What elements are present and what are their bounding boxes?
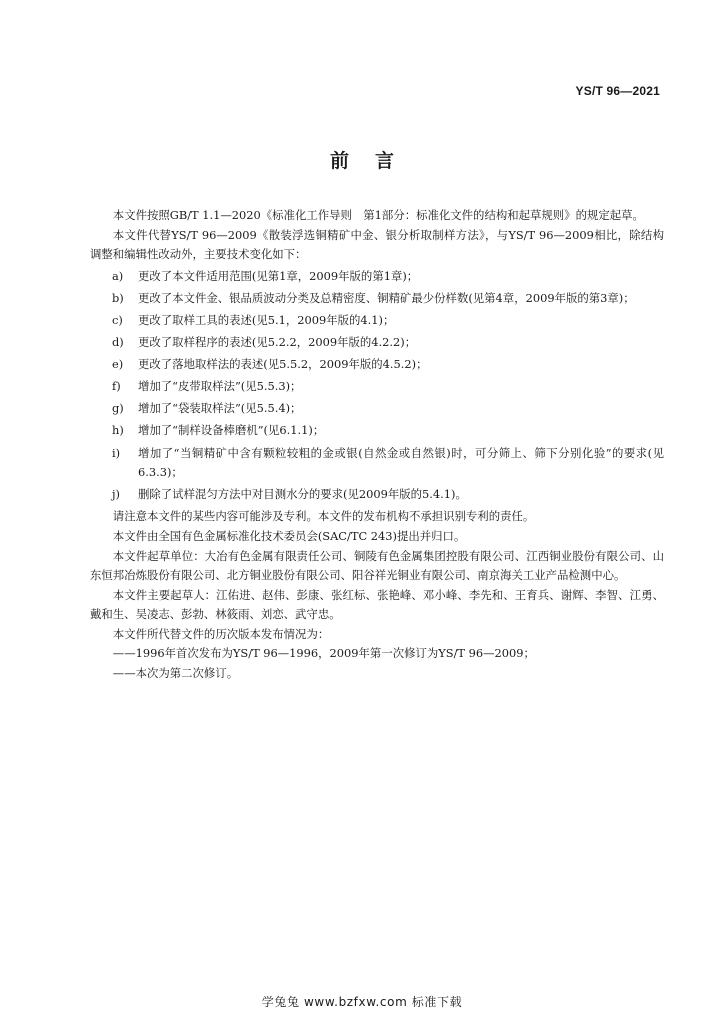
paragraph-history-intro: 本文件所代替文件的历次版本发布情况为：	[112, 626, 330, 641]
list-marker: c)	[112, 312, 123, 327]
list-text: 增加了“袋装取样法”(见5.5.4)；	[138, 401, 302, 416]
changes-list	[90, 267, 664, 505]
paragraph-patent-notice: 请注意本文件的某些内容可能涉及专利。本文件的发布机构不承担识别专利的责任。	[112, 509, 535, 524]
list-text: 更改了本文件适用范围(见第1章，2009年版的第1章)；	[138, 268, 419, 283]
list-marker: i)	[112, 445, 121, 460]
paragraph-drafters: 本文件主要起草人：江佑进、赵伟、彭康、张红标、张艳峰、邓小峰、李先和、王育兵、谢辉、李智、江勇、戴和生、吴凌志、彭勃、林筱雨、刘恋、武守忠。	[90, 587, 664, 622]
list-text: 删除了试样混匀方法中对目测水分的要求(见2009年版的5.4.1)。	[138, 487, 467, 502]
list-item	[90, 311, 664, 331]
list-item	[90, 289, 664, 309]
list-marker: j)	[112, 487, 120, 502]
list-marker: f)	[112, 379, 121, 394]
page-title: 前言	[329, 150, 420, 172]
list-item	[90, 267, 664, 287]
list-text: 更改了取样程序的表述(见5.2.2，2009年版的4.2.2)；	[138, 335, 417, 350]
list-item	[90, 333, 664, 353]
standard-code: YS/T 96—2021	[575, 84, 660, 98]
paragraph-proposer: 本文件由全国有色金属标准化技术委员会(SAC/TC 243)提出并归口。	[112, 528, 466, 543]
list-text: 更改了本文件金、银品质波动分类及总精密度、铜精矿最少份样数(见第4章，2009年版的第3章)；	[138, 290, 635, 305]
list-item	[90, 485, 664, 505]
list-marker: g)	[112, 401, 124, 416]
list-text: 更改了落地取样法的表述(见5.5.2，2009年版的4.5.2)；	[138, 357, 428, 372]
list-item	[90, 377, 664, 397]
list-text: 增加了“制样设备棒磨机”(见6.1.1)；	[138, 423, 325, 438]
list-marker: a)	[112, 268, 124, 283]
history-item: ——本次为第二次修订。	[112, 666, 239, 681]
paragraph-replacement: 本文件代替YS/T 96—2009《散装浮选铜精矿中金、银分析取制样方法》，与YS/T 96—2009相比，除结构调整和编辑性改动外，主要技术变化如下：	[90, 227, 664, 262]
list-marker: d)	[112, 335, 124, 350]
footer-watermark: 学兔兔 www.bzfxw.com 标准下载	[261, 995, 463, 1009]
list-text: 增加了“皮带取样法”(见5.5.3)；	[138, 379, 302, 394]
list-item	[90, 355, 664, 375]
history-item: ——1996年首次发布为YS/T 96—1996，2009年第一次修订为YS/T 96—2009；	[112, 646, 535, 661]
list-item	[90, 421, 664, 441]
paragraph-drafting-units: 本文件起草单位：大冶有色金属有限责任公司、铜陵有色金属集团控股有限公司、江西铜业股份有限公司、山东恒邦冶炼股份有限公司、北方铜业股份有限公司、阳谷祥光铜业有限公司、南京海关工业产品检测中心。	[90, 548, 664, 583]
list-text: 更改了取样工具的表述(见5.1，2009年版的4.1)；	[138, 312, 395, 327]
list-marker: e)	[112, 357, 124, 372]
paragraph-drafting-rules: 本文件按照GB/T 1.1—2020《标准化工作导则 第1部分：标准化文件的结构和起草规则》的规定起草。	[112, 208, 644, 222]
document-body	[90, 206, 664, 684]
list-marker: h)	[112, 423, 124, 438]
list-item	[90, 444, 664, 483]
list-item	[90, 399, 664, 419]
list-text: 增加了“当铜精矿中含有颗粒较粗的金或银(自然金或自然银)时，可分筛上、筛下分别化验”的要求(见6.3.3)；	[138, 445, 664, 480]
list-marker: b)	[112, 290, 124, 305]
